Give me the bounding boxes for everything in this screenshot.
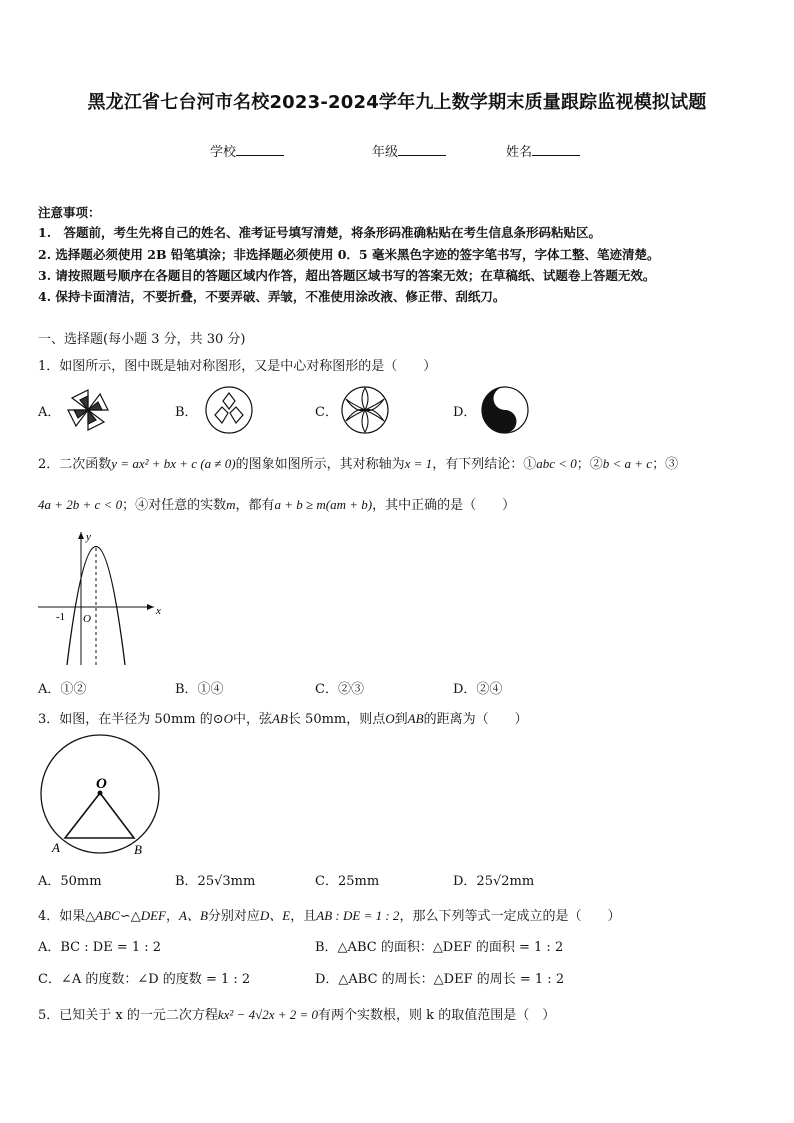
q2-stem-b: 的图象如图所示，其对称轴为 — [235, 457, 405, 472]
q1-option-a-label[interactable]: A． — [38, 405, 61, 420]
q4-ratio: AB : DE = 1 : 2 — [316, 908, 400, 923]
q4-stem-a: 4．如果 — [38, 909, 86, 924]
q2-function: y = ax² + bx + c (a ≠ 0) — [111, 456, 236, 471]
q4-stem-d: ，且 — [290, 909, 317, 924]
q1-option-d-label[interactable]: D． — [453, 405, 477, 420]
name-label: 姓名 — [506, 145, 533, 160]
q2-line-1 — [38, 453, 678, 472]
q2-conclusion-1: abc < 0 — [536, 456, 577, 471]
q4-option-d[interactable]: D．△ABC 的周长：△DEF 的周长 = 1 : 2 — [315, 972, 565, 987]
q2-stem-a: 2．二次函数 — [38, 457, 112, 472]
q3-stem — [38, 708, 528, 727]
pinwheel-figure — [62, 384, 114, 436]
q3-stem-a: 3．如图，在半径为 50mm 的⊙ — [38, 712, 224, 727]
notice-item-2: 2. 选择题必须使用 2B 铅笔填涂；非选择题必须使用 0．5 毫米黑色字迹的签字笔书写，字体工整、笔迹清楚。 — [38, 247, 660, 262]
q4-stem-c: 分别对应 — [207, 909, 260, 924]
six-petal-circle-figure — [340, 385, 390, 435]
grade-field[interactable] — [372, 141, 446, 160]
yin-yang-figure — [480, 385, 530, 435]
school-blank[interactable] — [236, 143, 284, 156]
q2-line-2 — [38, 494, 515, 513]
q3-stem-e: 的距离为（ ） — [423, 712, 528, 727]
q2-option-a[interactable]: A．①② — [38, 682, 87, 697]
q5-stem — [38, 1004, 555, 1023]
section-heading: 一、选择题(每小题 3 分，共 30 分) — [38, 332, 246, 347]
graph-y-label: y — [86, 531, 91, 543]
graph-x-label: x — [156, 605, 161, 617]
parabola-graph — [36, 528, 166, 668]
q4-option-c[interactable]: C．∠A 的度数：∠D 的度数 = 1 : 2 — [38, 972, 251, 987]
q3-stem-c: 长 50mm，则点 — [287, 712, 386, 727]
q3-option-b[interactable]: B．25√3mm — [175, 874, 256, 889]
q4-ab: A、B — [179, 908, 208, 923]
q2-sep-1: ；② — [576, 457, 603, 472]
q3-ab-2: AB — [407, 711, 424, 726]
q2-axis: x = 1 — [404, 456, 433, 471]
q2-option-b[interactable]: B．①④ — [175, 682, 224, 697]
q2-conclusion-4: a + b ≥ m(am + b) — [274, 497, 373, 512]
q1-stem: 1．如图所示，图中既是轴对称图形，又是中心对称图形的是（ ） — [38, 359, 437, 374]
q3-stem-d: 到 — [394, 712, 408, 727]
q2-m: m — [226, 497, 236, 512]
q2-stem-d: ；④对任意的实数 — [122, 498, 227, 513]
q1-option-c-label[interactable]: C． — [315, 405, 338, 420]
q4-option-b[interactable]: B．△ABC 的面积：△DEF 的面积 = 1 : 2 — [315, 940, 564, 955]
three-diamonds-circle-figure — [204, 385, 254, 435]
graph-neg1-label: -1 — [56, 611, 66, 623]
name-blank[interactable] — [532, 143, 580, 156]
q3-ab-1: AB — [272, 711, 288, 726]
q2-stem-f: ，其中正确的是（ ） — [372, 498, 516, 513]
q5-stem-a: 5．已知关于 x 的一元二次方程 — [38, 1008, 218, 1023]
q3-option-d[interactable]: D．25√2mm — [453, 874, 535, 889]
q3-option-c[interactable]: C．25mm — [315, 874, 380, 889]
q2-option-d[interactable]: D．②④ — [453, 682, 503, 697]
q4-similar: △ABC∽△DEF — [85, 908, 166, 923]
q2-option-c[interactable]: C．②③ — [315, 682, 364, 697]
q5-equation: kx² − 4√2x + 2 = 0 — [217, 1007, 319, 1022]
q2-sep-2: ；③ — [652, 457, 679, 472]
q2-stem-c: ，有下列结论：① — [432, 457, 537, 472]
grade-label: 年级 — [372, 145, 399, 160]
q4-stem-b: ， — [166, 909, 180, 924]
graph-origin-label: O — [83, 613, 91, 625]
q3-o-1: O — [223, 711, 234, 726]
notice-item-3: 3. 请按照题号顺序在各题目的答题区域内作答，超出答题区域书写的答案无效；在草稿纸、试题卷上答题无效。 — [38, 268, 656, 283]
school-field[interactable] — [210, 141, 284, 160]
notice-heading: 注意事项： — [38, 205, 101, 220]
fig-o-label: O — [96, 776, 107, 792]
q4-stem-e: ，那么下列等式一定成立的是（ ） — [399, 909, 621, 924]
q4-option-a[interactable]: A．BC : DE = 1 : 2 — [38, 940, 162, 955]
q2-stem-e: ，都有 — [235, 498, 275, 513]
q5-stem-b: 有两个实数根，则 k 的取值范围是（ ） — [318, 1008, 556, 1023]
q2-conclusion-3: 4a + 2b + c < 0 — [38, 497, 123, 512]
fig-a-label: A — [52, 840, 60, 855]
q4-stem — [38, 905, 620, 924]
page-title: 黑龙江省七台河市名校2023-2024学年九上数学期末质量跟踪监视模拟试题 — [87, 92, 707, 113]
notice-item-1: 1. 答题前，考生先将自己的姓名、准考证号填写清楚，将条形码准确粘贴在考生信息条形码粘贴区。 — [38, 225, 602, 240]
q3-stem-b: 中，弦 — [233, 712, 273, 727]
name-field[interactable] — [506, 141, 580, 160]
school-label: 学校 — [210, 145, 237, 160]
q3-option-a[interactable]: A．50mm — [38, 874, 102, 889]
q3-o-2: O — [385, 711, 395, 726]
fig-b-label: B — [134, 842, 142, 857]
circle-chord-figure — [38, 732, 168, 862]
grade-blank[interactable] — [398, 143, 446, 156]
q2-conclusion-2: b < a + c — [602, 456, 653, 471]
q4-de: D、E — [259, 908, 291, 923]
notice-item-4: 4. 保持卡面清洁，不要折叠，不要弄破、弄皱，不准使用涂改液、修正带、刮纸刀。 — [38, 289, 506, 304]
q1-option-b-label[interactable]: B． — [175, 405, 198, 420]
